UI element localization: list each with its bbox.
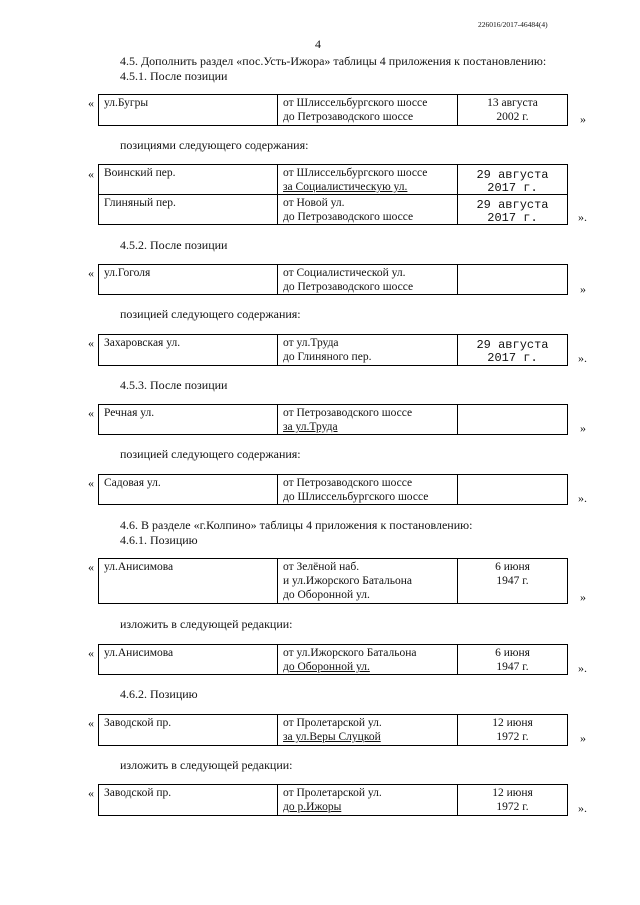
- street-name: Речная ул.: [104, 407, 155, 419]
- close-quote: »: [580, 282, 586, 296]
- paragraph-4-5-1: 4.5.1. После позиции: [120, 69, 228, 83]
- street-range: от Зелёной наб. и ул.Ижорского Батальона до Оборонной ул.: [283, 561, 413, 601]
- street-name: Захаровская ул.: [104, 337, 181, 349]
- open-quote: «: [88, 716, 94, 730]
- street-name: ул.Анисимова: [104, 647, 174, 659]
- table-row-anisimova-new: [98, 644, 568, 675]
- open-quote: «: [88, 646, 94, 660]
- paragraph-new-edition: изложить в следующей редакции:: [120, 758, 293, 772]
- page-number: 4: [315, 37, 321, 51]
- street-range: от Шлиссельбургского шоссе до Петрозаводского шоссе: [283, 97, 428, 123]
- street-date: 12 июня 1972 г.: [492, 787, 533, 813]
- open-quote: «: [88, 167, 94, 181]
- table-row-sadovaya: [98, 474, 568, 505]
- street-name: Заводской пр.: [104, 787, 172, 799]
- paragraph-new-edition: изложить в следующей редакции:: [120, 617, 293, 631]
- paragraph-4-5-3: 4.5.3. После позиции: [120, 378, 228, 392]
- table-row-gogolya: [98, 264, 568, 295]
- close-quote: »: [580, 112, 586, 126]
- close-quote: ».: [578, 491, 587, 505]
- close-quote: ».: [578, 351, 587, 365]
- paragraph-4-6-1: 4.6.1. Позицию: [120, 533, 198, 547]
- paragraph-4-6: 4.6. В разделе «г.Колпино» таблицы 4 приложения к постановлению:: [120, 518, 473, 532]
- open-quote: «: [88, 406, 94, 420]
- close-quote: ».: [578, 801, 587, 815]
- street-name: ул.Бугры: [104, 97, 149, 109]
- table-row-rechnaya: [98, 404, 568, 435]
- street-date: 29 августа 2017 г.: [476, 338, 549, 365]
- street-range: от Петрозаводского шоссе за ул.Труда: [283, 407, 413, 433]
- street-range: от Пролетарской ул. до р.Ижоры: [283, 787, 382, 813]
- street-date: 12 июня 1972 г.: [492, 717, 533, 743]
- open-quote: «: [88, 786, 94, 800]
- close-quote: ».: [578, 661, 587, 675]
- paragraph-4-6-2: 4.6.2. Позицию: [120, 687, 198, 701]
- table-row-zakharovskaya: [98, 334, 568, 366]
- table-row-zavodskoy-old: [98, 714, 568, 746]
- open-quote: «: [88, 336, 94, 350]
- street-range: от Пролетарской ул. за ул.Веры Слуцкой: [283, 717, 382, 743]
- table-row-zavodskoy-new: [98, 784, 568, 816]
- street-range: от Петрозаводского шоссе до Шлиссельбургского шоссе: [283, 477, 429, 503]
- street-range: от ул.Труда до Глиняного пер.: [283, 337, 372, 363]
- paragraph-positions: позициями следующего содержания:: [120, 138, 309, 152]
- street-name: Садовая ул.: [104, 477, 161, 489]
- street-date: 6 июня 1947 г.: [495, 561, 530, 587]
- street-name: ул.Анисимова: [104, 561, 174, 573]
- open-quote: «: [88, 476, 94, 490]
- paragraph-4-5-2: 4.5.2. После позиции: [120, 238, 228, 252]
- street-name: Воинский пер.: [104, 167, 176, 179]
- street-name: Глиняный пер.: [104, 197, 176, 209]
- paragraph-position: позицией следующего содержания:: [120, 307, 301, 321]
- street-range: от Шлиссельбургского шоссе за Социалистическую ул.: [283, 167, 428, 193]
- street-date: 13 августа 2002 г.: [487, 97, 538, 123]
- open-quote: «: [88, 560, 94, 574]
- street-range: от Новой ул. до Петрозаводского шоссе: [283, 197, 414, 223]
- close-quote: »: [580, 421, 586, 435]
- street-range: от ул.Ижорского Батальона до Оборонной ул.: [283, 647, 417, 673]
- open-quote: «: [88, 266, 94, 280]
- close-quote: ».: [578, 210, 587, 224]
- street-name: ул.Гоголя: [104, 267, 151, 279]
- street-range: от Социалистической ул. до Петрозаводского шоссе: [283, 267, 414, 293]
- close-quote: »: [580, 731, 586, 745]
- table-row-voinsky: [98, 164, 568, 195]
- paragraph-4-5: 4.5. Дополнить раздел «пос.Усть-Ижора» таблицы 4 приложения к постановлению:: [120, 54, 547, 68]
- open-quote: «: [88, 96, 94, 110]
- table-row-anisimova-old: [98, 558, 568, 604]
- street-name: Заводской пр.: [104, 717, 172, 729]
- table-row-bugry: [98, 94, 568, 126]
- table-row-glinyany: [98, 194, 568, 225]
- street-date: 29 августа 2017 г.: [476, 168, 549, 195]
- paragraph-position: позицией следующего содержания:: [120, 447, 301, 461]
- street-date: 6 июня 1947 г.: [495, 647, 530, 673]
- document-number: 226016/2017-46484(4): [478, 20, 548, 29]
- close-quote: »: [580, 590, 586, 604]
- street-date: 29 августа 2017 г.: [476, 198, 549, 225]
